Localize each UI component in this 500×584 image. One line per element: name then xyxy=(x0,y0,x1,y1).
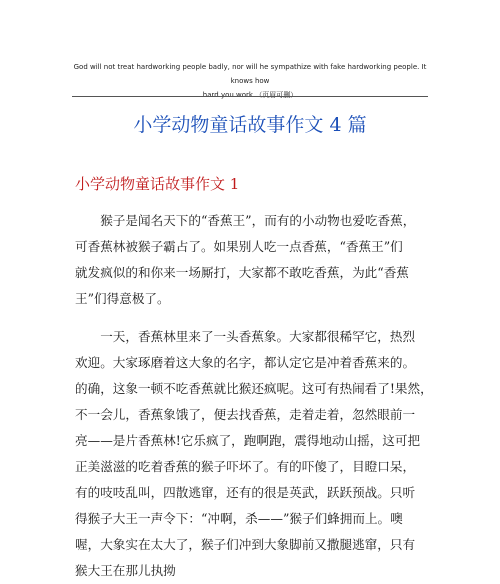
text-line: 猴大王在那儿执拗 xyxy=(75,563,176,578)
text-line: 有的吱吱乱叫，四散逃窜，还有的很是英武，跃跃预战。只听 xyxy=(75,485,416,500)
text-line: 的确，这象一顿不吃香蕉就比猴还疯呢。这可有热闹看了!果然， xyxy=(75,381,433,396)
paragraph-1 xyxy=(75,208,430,312)
text-line: 欢迎。大家琢磨着这大象的名字，都认定它是冲着香蕉来的。 xyxy=(75,355,416,370)
text-line: 喔，大象实在太大了，猴子们冲到大象脚前又撒腿逃窜，只有 xyxy=(75,537,416,552)
section-heading: 小学动物童话故事作文 1 xyxy=(75,175,240,193)
text-line: 正美滋滋的吃着香蕉的猴子吓坏了。有的吓傻了，目瞪口呆， xyxy=(75,459,416,474)
text-line: 王”们得意极了。 xyxy=(75,291,170,306)
text-line: 猴子是闻名天下的“香蕉王”，而有的小动物也爱吃香蕉， xyxy=(75,213,416,228)
text-line: 不一会儿，香蕉象饿了，便去找香蕉，走着走着，忽然眼前一 xyxy=(75,407,416,422)
header-line-1: God will not treat hardworking people badly, nor will he sympathize with fake hardworking people. It knows how xyxy=(73,63,427,85)
text-line: 可香蕉林被猴子霸占了。如果别人吃一点香蕉，“香蕉王”们 xyxy=(75,239,403,254)
text-line: 就发疯似的和你来一场厮打，大家都不敢吃香蕉，为此“香蕉 xyxy=(75,265,409,280)
paragraph-spacer xyxy=(75,312,430,324)
document-title: 小学动物童话故事作文 4 篇 xyxy=(133,114,367,136)
text-line: 一天，香蕉林里来了一头香蕉象。大家都很稀罕它，热烈 xyxy=(75,329,416,344)
header-line-2: hard you work.（页眉可删） xyxy=(202,91,298,99)
header-divider xyxy=(72,96,428,97)
paragraph-2 xyxy=(75,324,433,584)
text-line: 得猴子大王一声令下：“冲啊，杀——”猴子们蜂拥而上。噢 xyxy=(75,511,403,526)
text-line: 亮——是片香蕉林!它乐疯了，跑啊跑，震得地动山摇，这可把 xyxy=(75,433,421,448)
body-text xyxy=(75,208,433,584)
